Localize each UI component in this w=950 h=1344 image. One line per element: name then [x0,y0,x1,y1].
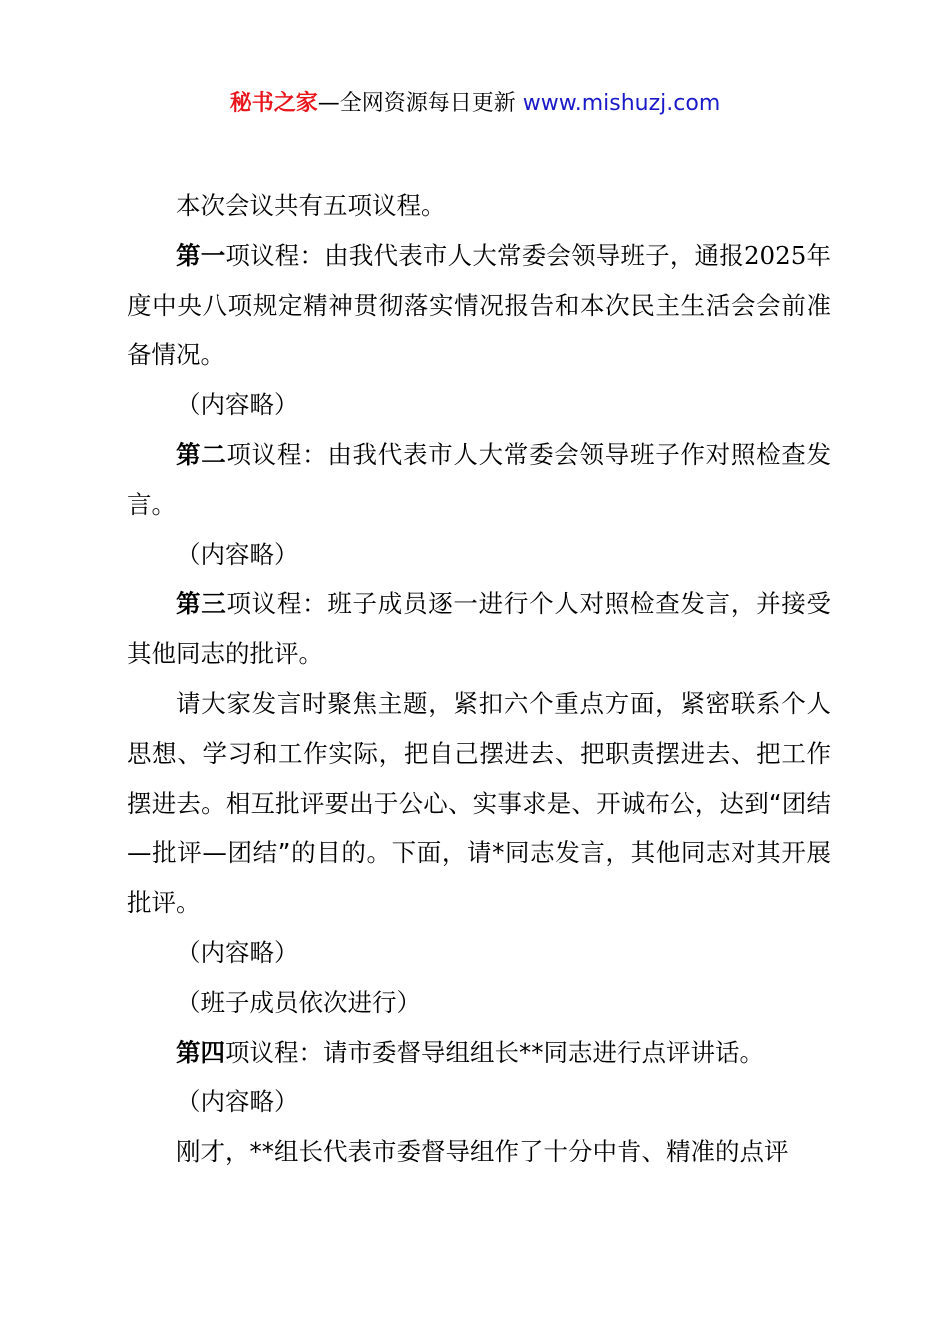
agenda-number: 第二 [176,439,227,469]
paragraph-agenda-3 [127,579,831,679]
agenda-number: 第三 [176,589,227,619]
paragraph-note [127,978,831,1028]
paragraph-omitted [127,928,831,978]
document-body [127,181,831,1177]
paragraph-text: 项议程：由我代表市人大常委会领导班子，通报 [225,240,744,270]
paragraph-text: 项议程：由我代表市人大常委会领导班子作对照检查发言。 [127,439,832,519]
paragraph-text: 请大家发言时聚焦主题，紧扣六个重点方面，紧密联系个人思想、学习和工作实际，把自己摆进去、把职责摆进去、把工作摆进去。相互批评要出于公心、实事求是、开诚布公，达到“团结—批评—团结”的目的。下面，请*同志发言，其他同志对其开展批评。 [127,688,831,918]
paragraph-text: （内容略） [176,1087,299,1117]
site-brand: 秘书之家 [229,91,318,116]
paragraph-text: 项议程：请市委督导组组长**同志进行点评讲话。 [225,1037,764,1067]
paragraph-intro [127,181,831,231]
paragraph-agenda-2 [127,430,831,530]
agenda-number: 第一 [176,240,226,270]
site-url-link[interactable]: www.mishuzj.com [522,91,721,116]
paragraph-text: （内容略） [176,390,299,420]
paragraph-text: 项议程：班子成员逐一进行个人对照检查发言，并接受其他同志的批评。 [127,589,832,669]
paragraph-omitted [127,530,831,580]
site-slogan: —全网资源每日更新 [317,91,523,116]
paragraph-text: （内容略） [176,937,299,967]
paragraph-text: 年度中央八项规定精神贯彻落实情况报告和本次民主生活会会前准备情况。 [127,240,832,370]
paragraph-agenda-1 [127,231,831,380]
paragraph-agenda-4 [127,1028,831,1078]
paragraph-text: （内容略） [176,539,299,569]
paragraph-omitted [127,380,831,430]
paragraph-text: （班子成员依次进行） [176,987,421,1017]
paragraph-text: 刚才，**组长代表市委督导组作了十分中肯、精准的点评 [176,1137,789,1167]
site-header [0,88,950,120]
paragraph-instructions [127,679,831,928]
year-number: 2025 [743,240,807,270]
agenda-number: 第四 [176,1037,225,1067]
paragraph-omitted [127,1077,831,1127]
paragraph-closing [127,1127,831,1177]
paragraph-text: 本次会议共有五项议程。 [176,191,446,220]
